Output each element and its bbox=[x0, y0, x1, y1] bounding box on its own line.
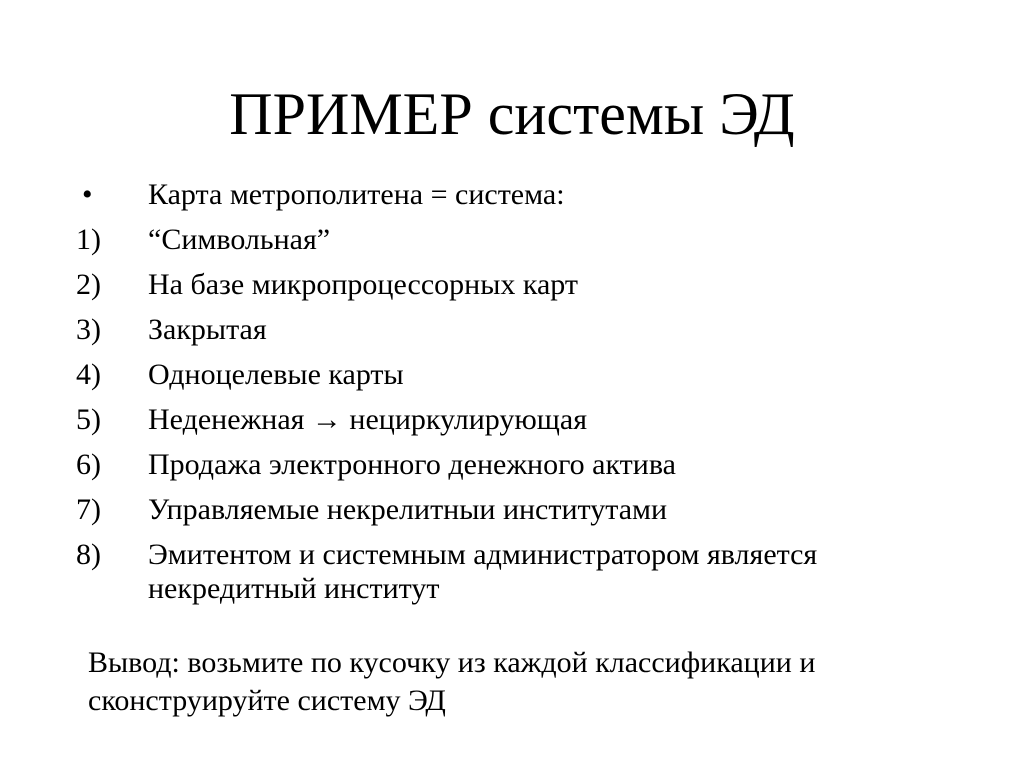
slide-title: ПРИМЕР системы ЭД bbox=[229, 81, 795, 147]
number-marker: 2) bbox=[76, 268, 101, 301]
list-item bbox=[76, 403, 976, 437]
number-marker: 5) bbox=[76, 403, 101, 436]
list-item bbox=[76, 223, 976, 257]
list-item-text: Управляемые некрелитныи институтами bbox=[148, 493, 668, 526]
list-item-text: На базе микропроцессорных карт bbox=[148, 268, 579, 301]
list-item bbox=[76, 448, 976, 482]
bullet-marker: • bbox=[82, 178, 93, 211]
list-item-text: “Символьная” bbox=[148, 223, 331, 256]
list-item bbox=[76, 538, 976, 606]
list-item-text: Неденежная → нециркулирующая bbox=[148, 403, 587, 436]
list-item bbox=[76, 268, 976, 302]
conclusion-text: Вывод: возьмите по кусочку из каждой классификации и сконструируйте систему ЭД bbox=[88, 646, 816, 717]
number-marker: 1) bbox=[76, 223, 101, 256]
number-marker: 8) bbox=[76, 538, 101, 571]
list-item bbox=[76, 358, 976, 392]
list-item-text: Продажа электронного денежного актива bbox=[148, 448, 676, 481]
list-item bbox=[76, 178, 976, 212]
number-marker: 4) bbox=[76, 358, 101, 391]
number-marker: 3) bbox=[76, 313, 101, 346]
list-item bbox=[76, 313, 976, 347]
list-item-text: Карта метрополитена = система: bbox=[148, 178, 565, 211]
content-list bbox=[76, 178, 976, 617]
number-marker: 7) bbox=[76, 493, 101, 526]
number-marker: 6) bbox=[76, 448, 101, 481]
list-item-text: Закрытая bbox=[148, 313, 267, 346]
list-item bbox=[76, 493, 976, 527]
list-item-text: Эмитентом и системным администратором является некредитный институт bbox=[148, 538, 818, 605]
list-item-text: Одноцелевые карты bbox=[148, 358, 404, 391]
